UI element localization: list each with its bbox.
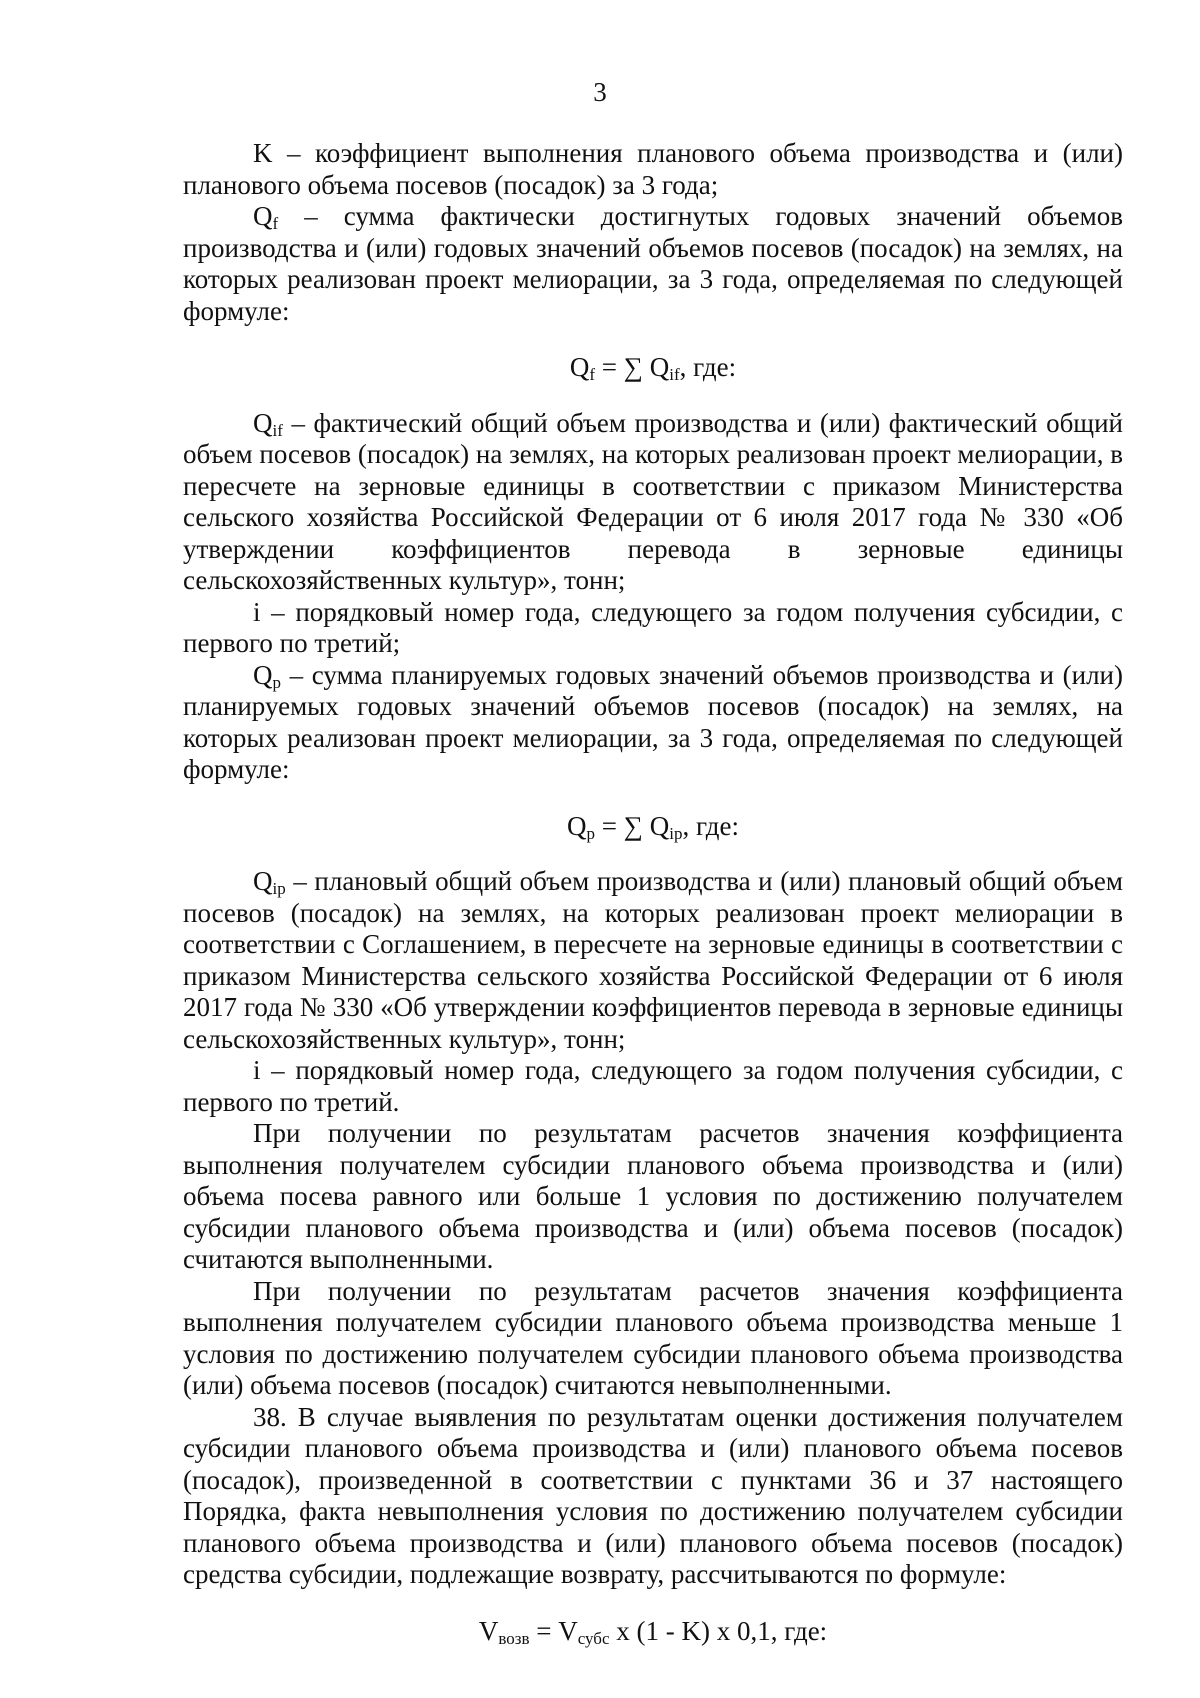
formula-qf: $Q_f$ = ∑ $Q_{if}$, где: <box>569 352 737 384</box>
paragraph-conditions-unmet: При получении по результатам расчетов значения коэффициента выполнения получателем субсидии планового объема производства меньше 1 условия по достижению получателем субсидии планового объема производства (или) объема посевов (посадок) считаются невыполненными. <box>183 1275 1123 1400</box>
document-body <box>183 138 1123 1647</box>
definition-qp: $Q_p$ – сумма планируемых годовых значений объемов производства и (или) планируемых годовых значений объемов посевов (посадок) на землях, на которых реализован проект мелиорации, за 3 года, определяемая по следующей формуле: <box>183 659 1123 784</box>
definition-qif: $Q_{if}$ – фактический общий объем производства и (или) фактический общий объем посевов (посадок) на землях, на которых реализован проект мелиорации, в пересчете на зерновые единицы в соответствии с приказом Министерства сельского хозяйства Российской Федерации от 6 июля 2017 года № 330 «Об утверждении коэффициентов перевода в зерновые единицы сельскохозяйственных культур», тонн; <box>183 407 1123 595</box>
definition-i-1: i – порядковый номер года, следующего за годом получения субсидии, с первого по третий; <box>183 596 1123 658</box>
paragraph-38: 38. В случае выявления по результатам оценки достижения получателем субсидии планового объема производства и (или) планового объема посевов (посадок), произведенной в соответствии с пунктами 36 и 37 настоящего Порядка, факта невыполнения условия по достижению получателем субсидии планового объема производства и (или) планового объема посевов (посадок) средства субсидии, подлежащие возврату, рассчитываются по формуле: <box>183 1401 1123 1589</box>
definition-i-2: i – порядковый номер года, следующего за годом получения субсидии, с первого по третий. <box>183 1055 1123 1117</box>
formula-qp: $Q_p$ = ∑ $Q_{ip}$, где: <box>567 810 739 843</box>
definition-k: K – коэффициент выполнения планового объема производства и (или) планового объема посевов (посадок) за 3 года; <box>183 138 1123 200</box>
page-number: 3 <box>593 77 607 107</box>
paragraph-conditions-met: При получении по результатам расчетов значения коэффициента выполнения получателем субсидии планового объема производства и (или) объема посева равного или больше 1 условия по достижению получателем субсидии планового объема производства и (или) объема посевов (посадок) считаются выполненными. <box>183 1118 1123 1274</box>
formula-v-return: $V_{возв} = V_{субс}$ x (1 - K) x 0,1, где: <box>478 1615 828 1648</box>
definition-qip: $Q_{ip}$ – плановый общий объем производства и (или) плановый общий объем посевов (посадок) на землях, на которых реализован проект мелиорации в соответствии с Соглашением, в пересчете на зерновые единицы в соответствии с приказом Министерства сельского хозяйства Российской Федерации от 6 июля 2017 года № 330 «Об утверждении коэффициентов перевода в зерновые единицы сельскохозяйственных культур», тонн; <box>183 866 1123 1054</box>
definition-qf: $Q_f$ – сумма фактически достигнутых годовых значений объемов производства и (или) годовых значений объемов посевов (посадок) на землях, на которых реализован проект мелиорации, за 3 года, определяемая по следующей формуле: <box>183 201 1123 326</box>
